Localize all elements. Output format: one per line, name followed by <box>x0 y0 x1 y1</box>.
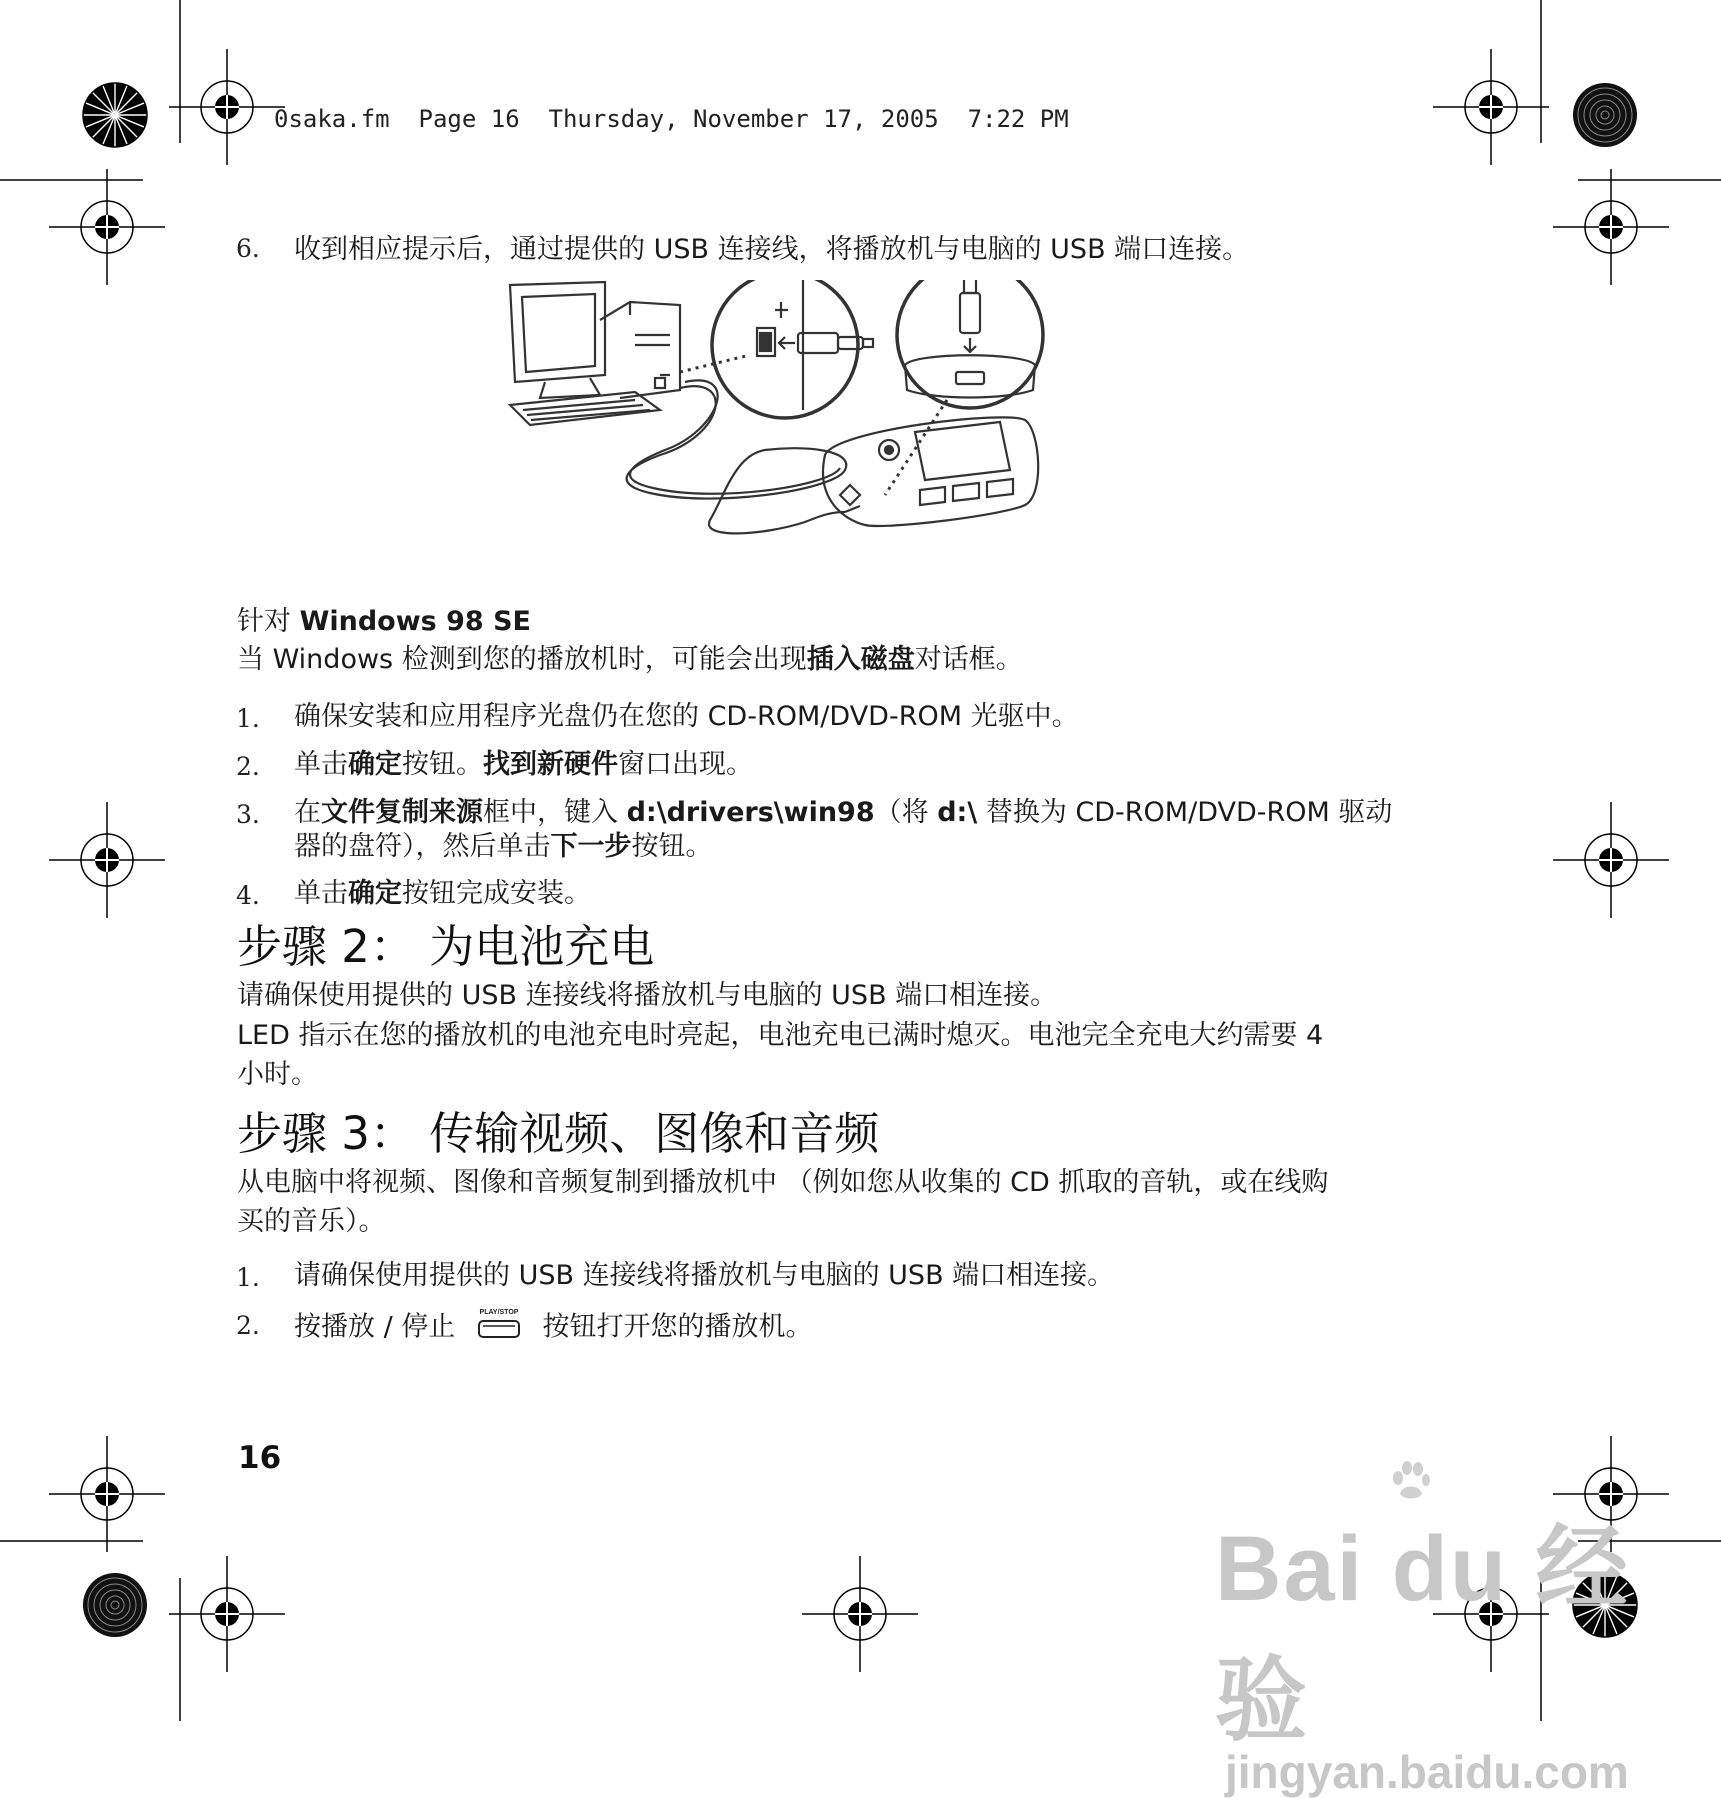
computer-tower-icon <box>600 302 680 398</box>
drive-letter: d:\ <box>937 797 978 828</box>
text: 替换为 CD-ROM/DVD-ROM 驱动 <box>977 797 1393 828</box>
win98-step-1: 确保安装和应用程序光盘仍在您的 CD-ROM/DVD-ROM 光驱中。 <box>294 701 1079 732</box>
ok-button-ref: 确定 <box>348 749 402 780</box>
win98-step-2 <box>294 747 753 783</box>
driver-path: d:\drivers\win98 <box>626 797 875 828</box>
win98-heading <box>237 604 531 640</box>
text: 按钮完成安装。 <box>402 878 591 909</box>
text: 框中，键入 <box>483 797 627 828</box>
win98-step-4 <box>294 876 591 912</box>
dialog-name: 插入磁盘 <box>806 644 915 675</box>
section-3-step-2 <box>294 1306 812 1350</box>
text: 按播放 / 停止 <box>294 1311 456 1343</box>
usb-port-zoom-circle <box>712 280 873 418</box>
step-number: 3. <box>236 800 260 829</box>
heading-prefix: 针对 <box>237 606 300 637</box>
step-number: 1. <box>236 1263 260 1292</box>
paw-logo-icon <box>1390 1460 1430 1500</box>
step-number: 4. <box>236 881 260 910</box>
text: 按钮打开您的播放机。 <box>542 1311 813 1343</box>
step-number: 2. <box>236 1311 260 1340</box>
step-number: 2. <box>236 752 260 781</box>
section-3-paragraph-cont: 买的音乐）。 <box>237 1206 386 1237</box>
text: 器的盘符），然后单击 <box>294 831 551 862</box>
baidu-jingyan-watermark <box>1215 1495 1721 1799</box>
text: 单击 <box>294 878 348 909</box>
win98-step-3-cont <box>294 829 713 865</box>
play-stop-label: PLAY/STOP <box>479 1309 519 1316</box>
next-button-ref: 下一步 <box>550 831 632 862</box>
watermark-url: jingyan.baidu.com <box>1225 1746 1629 1798</box>
play-stop-button-icon <box>474 1306 524 1350</box>
window-name: 找到新硬件 <box>483 749 618 780</box>
section-3-title: 步骤 3： 传输视频、图像和音频 <box>237 1107 880 1160</box>
text: 按钮。 <box>402 749 483 780</box>
section-3-step-1: 请确保使用提供的 USB 连接线将播放机与电脑的 USB 端口相连接。 <box>294 1260 1115 1291</box>
keyboard-icon <box>510 392 660 425</box>
heading-os: Windows 98 SE <box>299 606 532 637</box>
watermark-logo: Bai du 经验 <box>1215 1518 1630 1752</box>
text: （将 <box>874 797 938 828</box>
section-2-paragraph-2: LED 指示在您的播放机的电池充电时亮起，电池充电已满时熄灭。电池完全充电大约需要 4 <box>237 1020 1324 1051</box>
player-port-zoom-circle <box>897 280 1043 408</box>
intro-text-end: 对话框。 <box>914 644 1023 675</box>
usb-connection-illustration <box>505 280 1155 580</box>
step-number: 6. <box>236 234 260 263</box>
section-2-paragraph-2-cont: 小时。 <box>237 1059 318 1090</box>
page-number: 16 <box>238 1440 282 1476</box>
text: 单击 <box>294 749 348 780</box>
running-header: 0saka.fm Page 16 Thursday, November 17, 2005 7:22 PM <box>274 105 1069 133</box>
text: 在 <box>294 797 321 828</box>
media-player-icon <box>823 417 1038 526</box>
section-3-paragraph: 从电脑中将视频、图像和音频复制到播放机中 （例如您从收集的 CD 抓取的音轨，或在线购 <box>237 1167 1329 1198</box>
section-2-paragraph-1: 请确保使用提供的 USB 连接线将播放机与电脑的 USB 端口相连接。 <box>237 980 1058 1011</box>
computer-monitor-icon <box>510 282 605 398</box>
step-number: 1. <box>236 704 260 733</box>
win98-step-3 <box>294 795 1392 831</box>
win98-intro <box>237 642 1023 678</box>
text: 窗口出现。 <box>618 749 753 780</box>
text: 按钮。 <box>631 831 713 862</box>
section-2-title: 步骤 2： 为电池充电 <box>237 920 655 973</box>
intro-text: 当 Windows 检测到您的播放机时，可能会出现 <box>237 644 807 675</box>
field-name: 文件复制来源 <box>321 797 483 828</box>
step-6-text: 收到相应提示后，通过提供的 USB 连接线，将播放机与电脑的 USB 端口连接。 <box>294 234 1250 265</box>
ok-button-ref: 确定 <box>348 878 402 909</box>
